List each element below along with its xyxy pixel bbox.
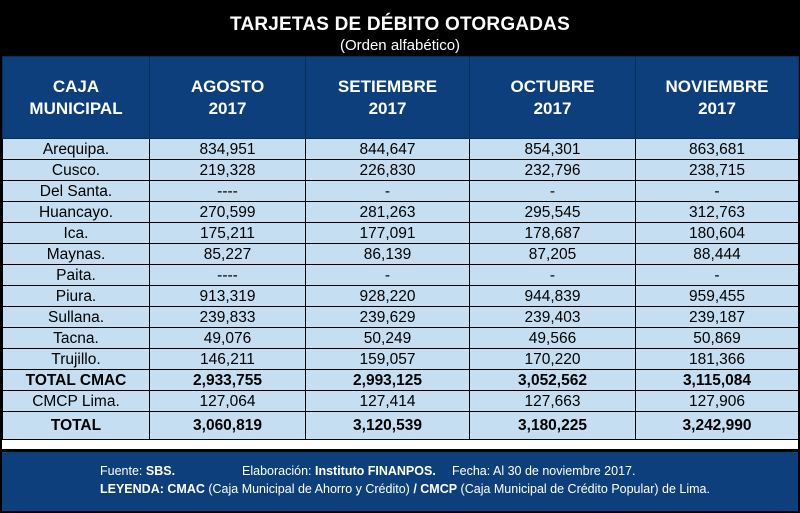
table-cell: 226,830 xyxy=(306,160,470,181)
header-agosto xyxy=(150,57,306,139)
table-cell: 239,629 xyxy=(306,307,470,328)
table-cell: 270,599 xyxy=(150,202,306,223)
source-note xyxy=(100,464,242,478)
page-subtitle: (Orden alfabético) xyxy=(339,37,461,54)
table-cell: 295,545 xyxy=(470,202,636,223)
header-line: 2017 xyxy=(368,98,407,118)
table-row xyxy=(3,349,799,370)
table-cell: 3,180,225 xyxy=(470,412,636,440)
table-cell: 2,993,125 xyxy=(306,370,470,391)
footer-notes xyxy=(2,452,798,511)
table-cell: 180,604 xyxy=(636,223,799,244)
table-cell: 219,328 xyxy=(150,160,306,181)
table-cell: 863,681 xyxy=(636,139,799,160)
table-row xyxy=(3,286,799,307)
table-cell: - xyxy=(636,181,799,202)
table-cell: 944,839 xyxy=(470,286,636,307)
table-cell: 159,057 xyxy=(306,349,470,370)
row-label: Arequipa. xyxy=(3,139,150,160)
table-cell: 3,242,990 xyxy=(636,412,799,440)
footer-source-line xyxy=(100,464,635,478)
header-noviembre xyxy=(636,57,799,139)
table-cell: 49,566 xyxy=(470,328,636,349)
table-cell: 3,052,562 xyxy=(470,370,636,391)
table-cell: 2,933,755 xyxy=(150,370,306,391)
table-container xyxy=(2,56,798,449)
table-cell: 844,647 xyxy=(306,139,470,160)
table-cell: 127,064 xyxy=(150,391,306,412)
header-line: SETIEMBRE xyxy=(337,76,438,96)
table-cell: ---- xyxy=(150,265,306,286)
row-label: Cusco. xyxy=(3,160,150,181)
table-cell: 50,249 xyxy=(306,328,470,349)
legend-cmcp: CMCP xyxy=(420,482,458,496)
header-line: 2017 xyxy=(698,98,736,118)
table-cell: 50,869 xyxy=(636,328,799,349)
table-row xyxy=(3,307,799,328)
table-cell: 87,205 xyxy=(470,244,636,265)
table-cell: 232,796 xyxy=(470,160,636,181)
row-label: CMCP Lima. xyxy=(3,391,150,412)
legend-cmcp-desc: (Caja Municipal de Crédito Popular) de Lima. xyxy=(457,482,710,496)
table-cell: - xyxy=(306,265,470,286)
table-cell: 175,211 xyxy=(150,223,306,244)
table-cell: 3,060,819 xyxy=(150,412,306,440)
elaboration-note xyxy=(242,464,452,478)
table-cell: 127,906 xyxy=(636,391,799,412)
header-octubre xyxy=(470,57,636,139)
header-caja-municipal xyxy=(3,57,150,139)
table-row xyxy=(3,265,799,286)
table-cell: - xyxy=(470,181,636,202)
table-cell: 177,091 xyxy=(306,223,470,244)
row-label: TOTAL CMAC xyxy=(3,370,150,391)
header-row xyxy=(3,57,799,139)
row-label: Huancayo. xyxy=(3,202,150,223)
table-row xyxy=(3,160,799,181)
table-cell: 834,951 xyxy=(150,139,306,160)
row-label: TOTAL xyxy=(3,412,150,440)
legend-cmac-desc: (Caja Municipal de Ahorro y Crédito) xyxy=(204,482,414,496)
row-label: Paita. xyxy=(3,265,150,286)
table-cell: 854,301 xyxy=(470,139,636,160)
table-cell: 239,403 xyxy=(470,307,636,328)
table-cell: 88,444 xyxy=(636,244,799,265)
table-row xyxy=(3,412,799,440)
table-cell: 146,211 xyxy=(150,349,306,370)
table-cell: ---- xyxy=(150,181,306,202)
table-cell: - xyxy=(470,265,636,286)
table-row xyxy=(3,391,799,412)
source-value: SBS. xyxy=(145,464,176,478)
header-line: CAJA xyxy=(52,76,100,96)
table-cell: 281,263 xyxy=(306,202,470,223)
table-cell: 959,455 xyxy=(636,286,799,307)
table-row xyxy=(3,370,799,391)
table-cell: - xyxy=(306,181,470,202)
row-label: Trujillo. xyxy=(3,349,150,370)
table-cell: 86,139 xyxy=(306,244,470,265)
header-line: 2017 xyxy=(533,98,572,118)
table-cell: 49,076 xyxy=(150,328,306,349)
legend-separator: / xyxy=(413,482,421,496)
table-row xyxy=(3,181,799,202)
elaboration-value: Instituto FINANPOS. xyxy=(314,464,436,478)
source-label: Fuente: xyxy=(100,464,146,478)
table-cell: 3,115,084 xyxy=(636,370,799,391)
table-cell: 127,663 xyxy=(470,391,636,412)
table-cell: 85,227 xyxy=(150,244,306,265)
row-label: Sullana. xyxy=(3,307,150,328)
table-row xyxy=(3,139,799,160)
table-cell: 181,366 xyxy=(636,349,799,370)
header-line: AGOSTO xyxy=(190,76,265,96)
table-cell: 170,220 xyxy=(470,349,636,370)
legend-cmac: CMAC xyxy=(167,482,205,496)
table-row xyxy=(3,244,799,265)
date-note: Fecha: Al 30 de noviembre 2017. xyxy=(452,464,636,478)
debit-cards-table xyxy=(2,56,799,440)
row-label: Tacna. xyxy=(3,328,150,349)
footer-legend-line xyxy=(100,482,710,496)
page-title: TARJETAS DE DÉBITO OTORGADAS xyxy=(230,14,570,35)
header-line: OCTUBRE xyxy=(510,76,595,96)
table-body xyxy=(3,139,799,440)
header-line: NOVIEMBRE xyxy=(665,76,769,96)
legend-label: LEYENDA: xyxy=(100,482,168,496)
table-cell: 913,319 xyxy=(150,286,306,307)
table-cell: 238,715 xyxy=(636,160,799,181)
elaboration-label: Elaboración: xyxy=(242,464,315,478)
table-cell: 239,833 xyxy=(150,307,306,328)
table-cell: 178,687 xyxy=(470,223,636,244)
table-row xyxy=(3,202,799,223)
table-row xyxy=(3,223,799,244)
row-label: Ica. xyxy=(3,223,150,244)
table-cell: 312,763 xyxy=(636,202,799,223)
header-setiembre xyxy=(306,57,470,139)
row-label: Piura. xyxy=(3,286,150,307)
table-row xyxy=(3,328,799,349)
table-cell: 239,187 xyxy=(636,307,799,328)
row-label: Del Santa. xyxy=(3,181,150,202)
table-cell: 3,120,539 xyxy=(306,412,470,440)
table-cell: 127,414 xyxy=(306,391,470,412)
header-line: MUNICIPAL xyxy=(29,98,123,118)
table-cell: 928,220 xyxy=(306,286,470,307)
title-block xyxy=(0,0,800,56)
header-line: 2017 xyxy=(208,98,247,118)
row-label: Maynas. xyxy=(3,244,150,265)
table-cell: - xyxy=(636,265,799,286)
